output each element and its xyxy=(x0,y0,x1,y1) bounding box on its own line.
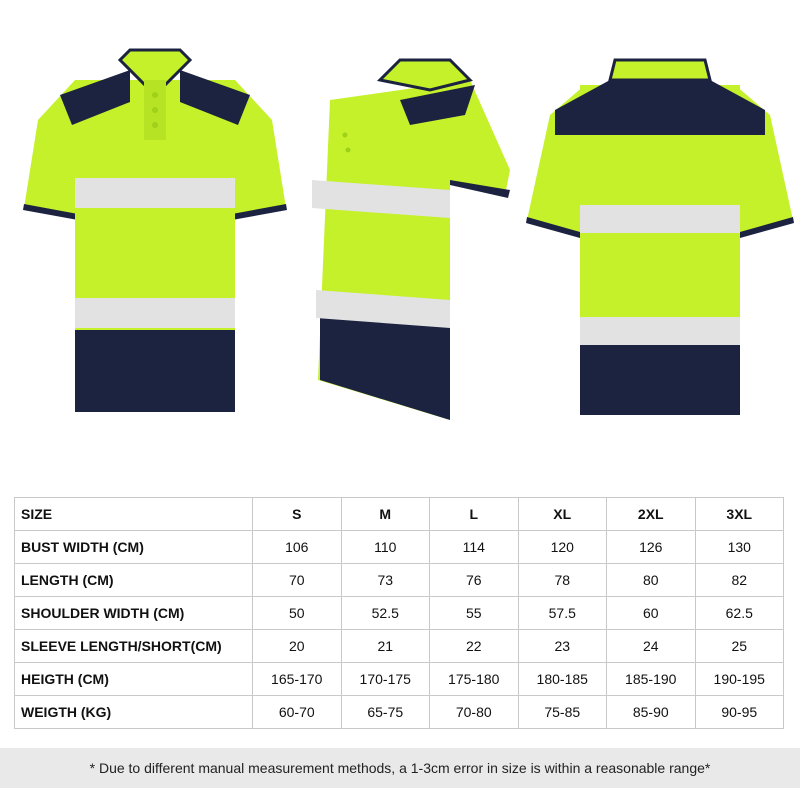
table-row xyxy=(15,696,784,729)
table-cell: 82 xyxy=(695,564,784,597)
table-cell: 180-185 xyxy=(518,663,607,696)
shirt-back-view xyxy=(525,55,795,425)
shirt-side-view xyxy=(300,40,520,430)
table-cell: 60-70 xyxy=(253,696,342,729)
table-cell: 21 xyxy=(341,630,430,663)
size-header-cell: XL xyxy=(518,498,607,531)
table-row xyxy=(15,663,784,696)
table-cell: 52.5 xyxy=(341,597,430,630)
table-cell: 73 xyxy=(341,564,430,597)
table-cell: 106 xyxy=(253,531,342,564)
table-cell: 114 xyxy=(430,531,519,564)
size-header-label: SIZE xyxy=(15,498,253,531)
row-label: SHOULDER WIDTH (CM) xyxy=(15,597,253,630)
row-label: BUST WIDTH (CM) xyxy=(15,531,253,564)
table-row xyxy=(15,630,784,663)
size-header-cell: 2XL xyxy=(607,498,696,531)
size-header-row xyxy=(15,498,784,531)
table-cell: 185-190 xyxy=(607,663,696,696)
table-cell: 165-170 xyxy=(253,663,342,696)
table-cell: 175-180 xyxy=(430,663,519,696)
table-cell: 120 xyxy=(518,531,607,564)
table-cell: 70 xyxy=(253,564,342,597)
table-cell: 75-85 xyxy=(518,696,607,729)
row-label: HEIGTH (CM) xyxy=(15,663,253,696)
table-cell: 24 xyxy=(607,630,696,663)
table-cell: 126 xyxy=(607,531,696,564)
table-row xyxy=(15,531,784,564)
table-cell: 76 xyxy=(430,564,519,597)
table-cell: 20 xyxy=(253,630,342,663)
table-cell: 190-195 xyxy=(695,663,784,696)
table-cell: 65-75 xyxy=(341,696,430,729)
table-cell: 25 xyxy=(695,630,784,663)
size-header-cell: M xyxy=(341,498,430,531)
table-cell: 70-80 xyxy=(430,696,519,729)
size-header-cell: 3XL xyxy=(695,498,784,531)
table-row xyxy=(15,597,784,630)
table-cell: 170-175 xyxy=(341,663,430,696)
size-chart-table xyxy=(14,497,784,729)
row-label: LENGTH (CM) xyxy=(15,564,253,597)
table-row xyxy=(15,564,784,597)
table-cell: 60 xyxy=(607,597,696,630)
row-label: WEIGTH (KG) xyxy=(15,696,253,729)
table-cell: 80 xyxy=(607,564,696,597)
table-cell: 110 xyxy=(341,531,430,564)
table-cell: 130 xyxy=(695,531,784,564)
table-cell: 90-95 xyxy=(695,696,784,729)
size-header-cell: L xyxy=(430,498,519,531)
measurement-note: * Due to different manual measurement methods, a 1-3cm error in size is within a reasonable range* xyxy=(0,748,800,788)
row-label: SLEEVE LENGTH/SHORT(CM) xyxy=(15,630,253,663)
shirt-front-view xyxy=(20,40,290,440)
size-header-cell: S xyxy=(253,498,342,531)
table-cell: 57.5 xyxy=(518,597,607,630)
table-cell: 55 xyxy=(430,597,519,630)
table-cell: 62.5 xyxy=(695,597,784,630)
table-cell: 22 xyxy=(430,630,519,663)
table-cell: 23 xyxy=(518,630,607,663)
table-cell: 85-90 xyxy=(607,696,696,729)
table-cell: 50 xyxy=(253,597,342,630)
table-cell: 78 xyxy=(518,564,607,597)
